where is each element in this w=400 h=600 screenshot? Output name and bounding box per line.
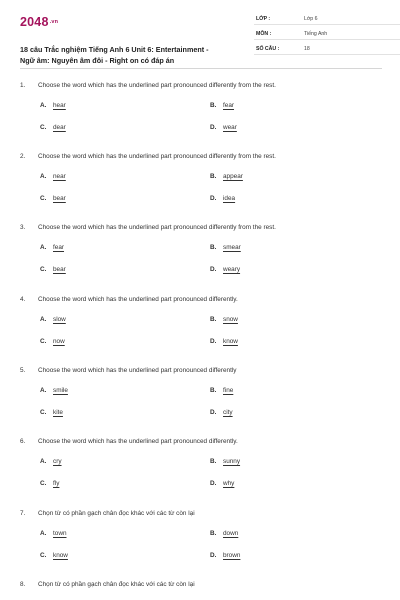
option-word: bear — [53, 195, 66, 202]
option-word: down — [223, 530, 239, 537]
answer-option[interactable] — [210, 244, 241, 251]
option-word: hear — [53, 102, 66, 109]
answer-option[interactable] — [40, 530, 67, 537]
question-number: 3. — [20, 224, 26, 231]
answer-option[interactable] — [40, 552, 68, 559]
meta-count-value: 18 — [304, 46, 310, 52]
answer-option[interactable] — [210, 387, 233, 394]
answer-option[interactable] — [210, 338, 238, 345]
document-title — [20, 44, 252, 66]
answer-option[interactable] — [210, 173, 243, 180]
option-word: wear — [223, 124, 237, 131]
document-title-line-1: 18 câu Trắc nghiệm Tiếng Anh 6 Unit 6: Entertainment - — [20, 45, 209, 54]
option-letter: D. — [210, 124, 217, 131]
meta-subject-row — [254, 29, 400, 40]
option-word: fine — [223, 387, 234, 394]
answer-option[interactable] — [40, 387, 68, 394]
option-letter: A. — [40, 244, 47, 251]
question-text: Chọn từ có phần gạch chân đọc khác với các từ còn lại — [38, 581, 195, 588]
answer-option[interactable] — [210, 530, 238, 537]
meta-class-row — [254, 14, 400, 25]
answer-option[interactable] — [40, 338, 65, 345]
question-text: Choose the word which has the underlined part pronounced differently from the rest. — [38, 82, 276, 89]
option-letter: A. — [40, 387, 47, 394]
option-letter: D. — [210, 552, 217, 559]
option-word: cry — [53, 458, 62, 465]
option-word: brown — [223, 552, 241, 559]
option-letter: B. — [210, 316, 217, 323]
meta-count-row — [254, 44, 400, 55]
answer-option[interactable] — [40, 173, 66, 180]
question-text: Choose the word which has the underlined part pronounced differently from the rest. — [38, 224, 276, 231]
question-text: Choose the word which has the underlined part pronounced differently. — [38, 296, 238, 303]
logo-suffix: .vn — [49, 19, 59, 25]
question-text: Chọn từ có phần gạch chân đọc khác với các từ còn lại — [38, 510, 195, 517]
answer-option[interactable] — [40, 266, 66, 273]
option-letter: A. — [40, 530, 47, 537]
meta-subject-label: MÔN : — [256, 31, 272, 37]
answer-option[interactable] — [210, 195, 235, 202]
option-word: sunny — [223, 458, 241, 465]
option-word: slow — [53, 316, 66, 323]
option-letter: C. — [40, 195, 47, 202]
question-text: Choose the word which has the underlined part pronounced differently from the rest. — [38, 153, 276, 160]
meta-class-label: LỚP : — [256, 16, 271, 22]
answer-option[interactable] — [40, 480, 59, 487]
option-letter: B. — [210, 387, 217, 394]
answer-option[interactable] — [40, 316, 66, 323]
answer-option[interactable] — [210, 266, 240, 273]
option-word: know — [223, 338, 238, 345]
answer-option[interactable] — [40, 244, 64, 251]
answer-option[interactable] — [40, 124, 66, 131]
option-letter: D. — [210, 480, 217, 487]
option-letter: D. — [210, 409, 217, 416]
answer-option[interactable] — [210, 480, 234, 487]
question-number: 8. — [20, 581, 26, 588]
option-letter: B. — [210, 530, 217, 537]
answer-option[interactable] — [40, 409, 63, 416]
meta-class-value: Lớp 6 — [304, 16, 318, 22]
option-word: fly — [53, 480, 60, 487]
option-letter: C. — [40, 552, 47, 559]
option-letter: C. — [40, 338, 47, 345]
option-word: near — [53, 173, 66, 180]
header-divider — [20, 68, 382, 69]
question-number: 4. — [20, 296, 26, 303]
document-title-line-2: Ngữ âm: Nguyên âm đôi - Right on có đáp án — [20, 56, 175, 65]
question-number: 1. — [20, 82, 26, 89]
question-number: 2. — [20, 153, 26, 160]
answer-option[interactable] — [210, 552, 240, 559]
question-text: Choose the word which has the underlined part pronounced differently. — [38, 438, 238, 445]
option-letter: A. — [40, 102, 47, 109]
option-letter: C. — [40, 480, 47, 487]
question-text: Choose the word which has the underlined part pronounced differently — [38, 367, 237, 374]
option-letter: D. — [210, 195, 217, 202]
option-letter: C. — [40, 266, 47, 273]
logo-text: 2048 — [20, 15, 49, 29]
meta-count-label: SỐ CÂU : — [256, 46, 280, 52]
option-word: bear — [53, 266, 66, 273]
option-letter: C. — [40, 124, 47, 131]
option-letter: A. — [40, 173, 47, 180]
option-word: now — [53, 338, 65, 345]
question-number: 6. — [20, 438, 26, 445]
answer-option[interactable] — [210, 458, 240, 465]
option-letter: A. — [40, 458, 47, 465]
site-logo[interactable] — [20, 15, 58, 29]
meta-subject-value: Tiếng Anh — [304, 31, 328, 37]
option-word: dear — [53, 124, 66, 131]
option-word: fear — [53, 244, 65, 251]
option-word: city — [223, 409, 233, 416]
option-word: appear — [223, 173, 243, 180]
question-number: 7. — [20, 510, 26, 517]
answer-option[interactable] — [40, 458, 62, 465]
document-header — [20, 14, 382, 64]
option-word: kite — [53, 409, 63, 416]
option-letter: B. — [210, 102, 217, 109]
option-word: weary — [223, 266, 241, 273]
option-letter: B. — [210, 458, 217, 465]
option-letter: D. — [210, 266, 217, 273]
option-word: know — [53, 552, 68, 559]
option-word: snow — [223, 316, 238, 323]
option-word: idea — [223, 195, 236, 202]
option-letter: A. — [40, 316, 47, 323]
option-letter: D. — [210, 338, 217, 345]
option-word: town — [53, 530, 67, 537]
answer-option[interactable] — [40, 102, 66, 109]
option-word: smile — [53, 387, 68, 394]
option-word: smear — [223, 244, 241, 251]
option-word: fear — [223, 102, 235, 109]
answer-option[interactable] — [210, 316, 238, 323]
question-number: 5. — [20, 367, 26, 374]
answer-option[interactable] — [210, 124, 237, 131]
answer-option[interactable] — [40, 195, 66, 202]
option-word: why — [223, 480, 235, 487]
answer-option[interactable] — [210, 102, 234, 109]
option-letter: B. — [210, 244, 217, 251]
option-letter: B. — [210, 173, 217, 180]
answer-option[interactable] — [210, 409, 233, 416]
option-letter: C. — [40, 409, 47, 416]
